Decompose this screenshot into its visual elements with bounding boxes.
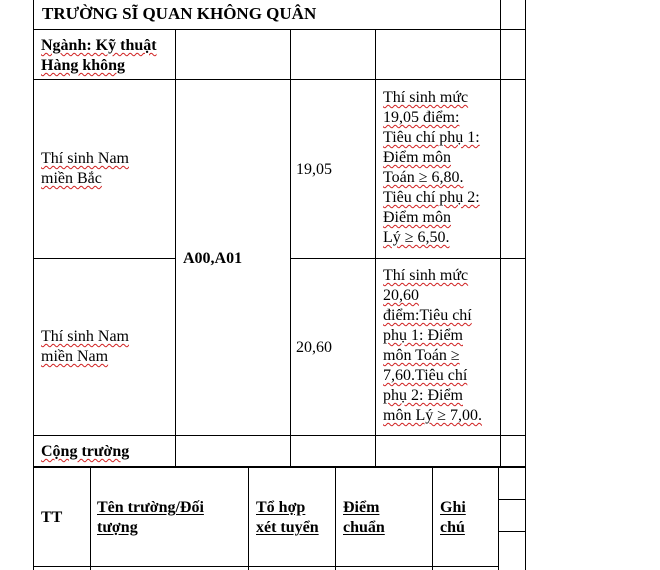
rule [90,468,91,570]
rule [525,0,526,468]
col-score [343,498,385,538]
col-combo-line2: xét tuyển [256,519,319,536]
major-label-line2: Hàng không [41,57,126,74]
note-line: Lý ≥ 6,50. [383,229,450,246]
row-south-score: 20,60 [296,339,332,356]
rule [290,258,525,259]
col-note [440,498,466,538]
note-line: phụ 2: Điểm [383,387,463,404]
total-label: Cộng trường [41,443,130,460]
rule [33,79,525,80]
major-label [41,36,157,76]
combo-code: A00,A01 [183,250,243,267]
rule [248,468,249,570]
row-south-label [41,327,129,367]
col-combo [256,498,319,538]
rule [498,531,525,532]
rule [525,468,526,570]
row-north-score: 19,05 [296,161,332,178]
note-line: Điểm môn [383,209,451,226]
note-line: Thí sinh mức [383,267,469,284]
note-line: Tiêu chí phụ 2: [383,189,480,206]
col-name-line1: Tên trường/Đối [97,499,204,516]
rule [335,468,336,570]
note-line: Điểm môn [383,149,451,166]
rule [33,466,525,468]
row-south-label-line2: miền Nam [41,348,109,365]
row-north-label [41,149,129,189]
rule [432,468,433,570]
note-line: 19,05 điểm: [383,109,460,126]
col-name-line2: tượng [97,519,138,536]
col-score-line1: Điểm [343,499,380,516]
row-south-note [383,266,482,426]
rule [498,468,499,570]
col-score-line2: chuẩn [343,519,385,536]
note-line: 7,60.Tiêu chí [383,367,468,384]
note-line: 20,60 [383,287,419,304]
rule [33,258,175,259]
note-line: Tiêu chí phụ 1: [383,129,480,146]
rule [33,29,525,30]
rule [33,0,34,468]
col-note-line1: Ghi [440,499,466,516]
school-title: TRƯỜNG SĨ QUAN KHÔNG QUÂN [42,4,317,23]
row-north-note [383,88,480,248]
rule [33,435,525,436]
rule [33,566,498,567]
major-label-line1: Ngành: Kỹ thuật [41,37,157,54]
rule [175,29,176,468]
row-north-label-line1: Thí sinh Nam [41,150,129,167]
rule [290,29,291,468]
rule [33,468,34,570]
note-line: phụ 1: Điểm [383,327,463,344]
note-line: môn Lý ≥ 7,00. [383,407,482,424]
note-line: Toán ≥ 6,80. [383,169,464,186]
col-name [97,498,204,538]
col-combo-line1: Tổ hợp [256,499,306,516]
note-line: điểm:Tiêu chí [383,307,472,324]
rule [498,499,525,500]
rule [375,29,376,468]
note-line: Thí sinh mức [383,89,469,106]
row-north-label-line2: miền Bắc [41,170,102,187]
note-line: môn Toán ≥ [383,347,460,364]
col-tt: TT [41,509,63,526]
rule [500,0,501,468]
row-south-label-line1: Thí sinh Nam [41,328,129,345]
col-note-line2: chú [440,519,465,536]
